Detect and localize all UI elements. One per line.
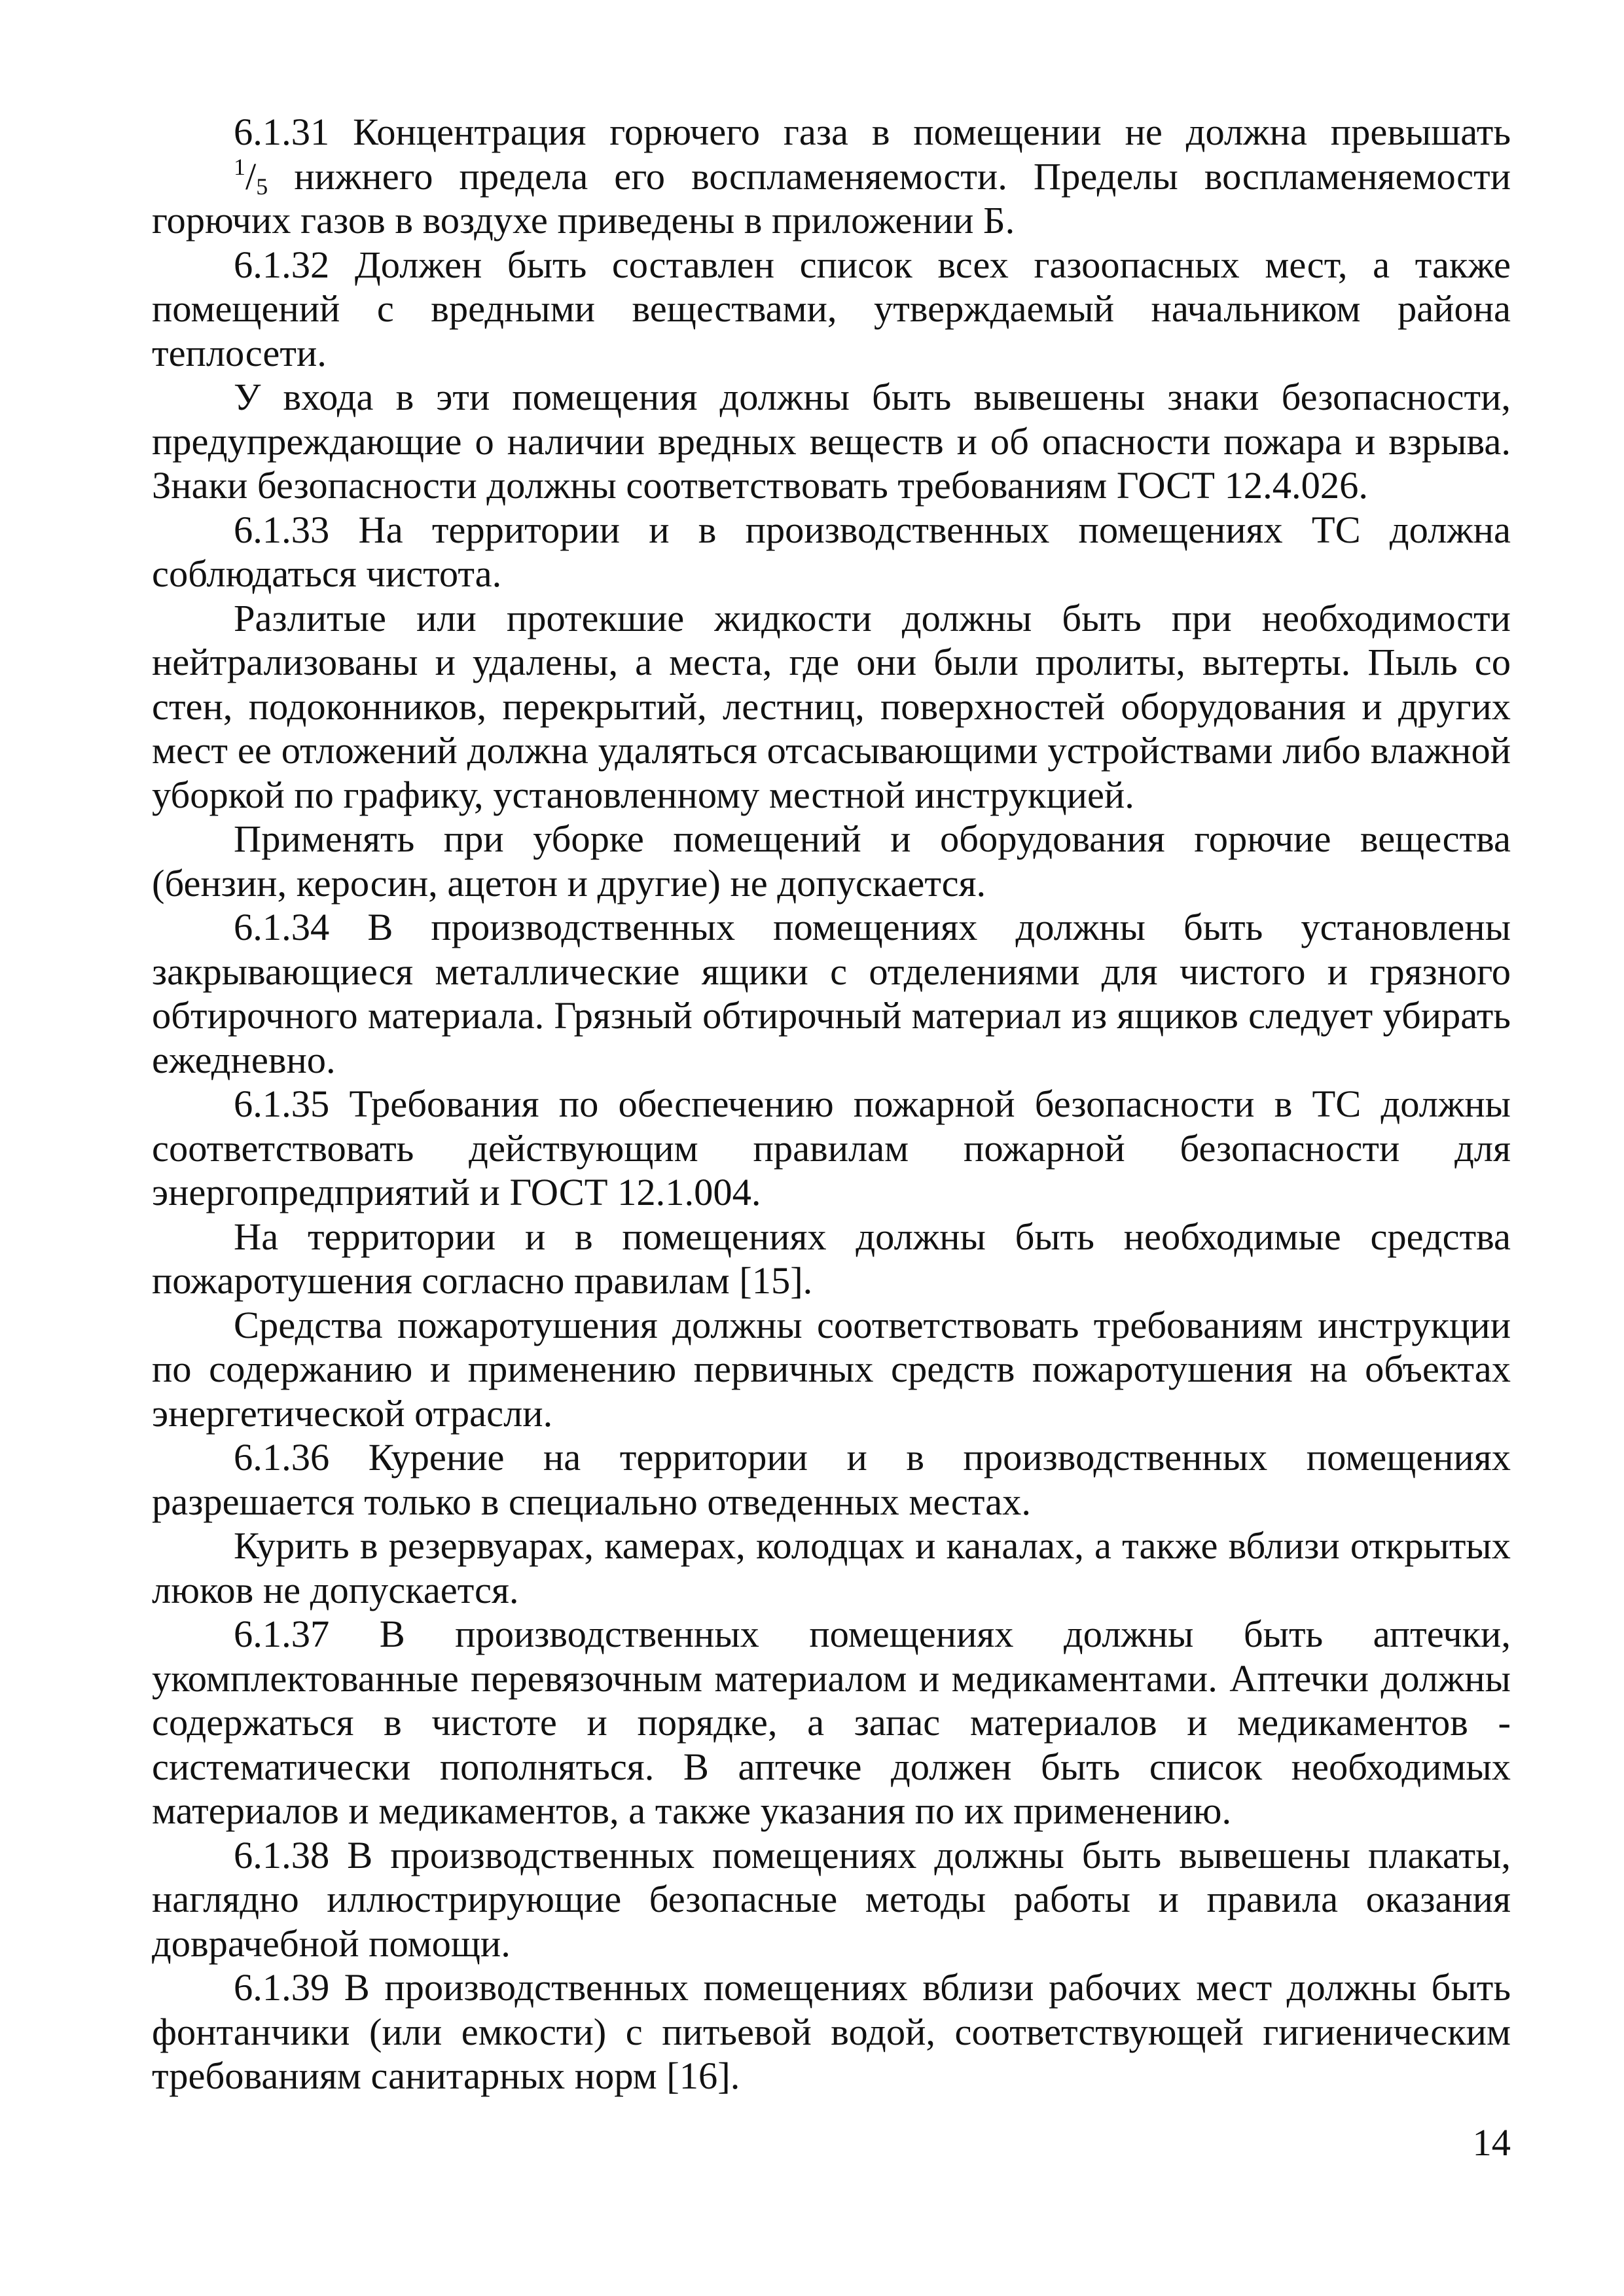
page-number: 14	[1472, 2121, 1511, 2164]
paragraph-6-1-31	[152, 110, 1511, 243]
paragraph-6-1-31-text-before: 6.1.31 Концентрация горючего газа в помещении не должна превышать	[234, 111, 1511, 153]
fraction-one-fifth	[152, 154, 268, 199]
paragraph-spilled-liquids: Разлитые или протекшие жидкости должны быть при необходимости нейтрализованы и удалены, а места, где они были пролиты, вытерты. Пыль со стен, подоконников, перекрытий, лестниц, поверхностей оборудования и других мест ее отложений должна удаляться отсасывающими устройствами либо влажной уборкой по графику, установленному местной инструкцией.	[152, 596, 1511, 816]
paragraph-fire-instructions: Средства пожаротушения должны соответствовать требованиям инструкции по содержанию и применению первичных средств пожаротушения на объектах энергетической отрасли.	[152, 1303, 1511, 1435]
paragraph-6-1-37: 6.1.37 В производственных помещениях должны быть аптечки, укомплектованные перевязочным материалом и медикаментами. Аптечки должны содержаться в чистоте и порядке, а запас материалов и медикаментов - систематически пополняться. В аптечке должен быть список необходимых материалов и медикаментов, а также указания по их применению.	[152, 1613, 1511, 1832]
paragraph-6-1-36: 6.1.36 Курение на территории и в производственных помещениях разрешается только в специально отведенных местах.	[152, 1436, 1511, 1523]
paragraph-6-1-31-text-after: нижнего предела его воспламеняемости. Пределы воспламеняемости горючих газов в воздухе приведены в приложении Б.	[152, 154, 1511, 242]
paragraph-safety-signs: У входа в эти помещения должны быть вывешены знаки безопасности, предупреждающие о наличии вредных веществ и об опасности пожара и взрыва. Знаки безопасности должны соответствовать требованиям ГОСТ 12.4.026.	[152, 376, 1511, 507]
fraction-numerator: 1	[234, 153, 245, 180]
paragraph-6-1-35: 6.1.35 Требования по обеспечению пожарной безопасности в ТС должны соответствовать действующим правилам пожарной безопасности для энергопредприятий и ГОСТ 12.1.004.	[152, 1083, 1511, 1213]
paragraph-fire-means: На территории и в помещениях должны быть необходимые средства пожаротушения согласно правилам [15].	[152, 1215, 1511, 1302]
paragraph-6-1-33: 6.1.33 На территории и в производственных помещениях ТС должна соблюдаться чистота.	[152, 508, 1511, 595]
paragraph-smoking-forbidden: Курить в резервуарах, камерах, колодцах и каналах, а также вблизи открытых люков не допускается.	[152, 1524, 1511, 1611]
paragraph-6-1-32: 6.1.32 Должен быть составлен список всех газоопасных мест, а также помещений с вредными веществами, утверждаемый начальником района теплосети.	[152, 243, 1511, 374]
fraction-denominator: 5	[256, 173, 268, 200]
paragraph-6-1-34: 6.1.34 В производственных помещениях должны быть установлены закрывающиеся металлические ящики с отделениями для чистого и грязного обтирочного материала. Грязный обтирочный материал из ящиков следует убирать ежедневно.	[152, 906, 1511, 1081]
fraction-slash: /	[245, 154, 257, 198]
paragraph-6-1-38: 6.1.38 В производственных помещениях должны быть вывешены плакаты, наглядно иллюстрирующие безопасные методы работы и правила оказания доврачебной помощи.	[152, 1833, 1511, 1965]
paragraph-flammable-cleaning: Применять при уборке помещений и оборудования горючие вещества (бензин, керосин, ацетон и другие) не допускается.	[152, 817, 1511, 905]
paragraph-6-1-39: 6.1.39 В производственных помещениях вблизи рабочих мест должны быть фонтанчики (или емкости) с питьевой водой, соответствующей гигиеническим требованиям санитарных норм [16].	[152, 1966, 1511, 2097]
document-body	[152, 110, 1511, 2098]
